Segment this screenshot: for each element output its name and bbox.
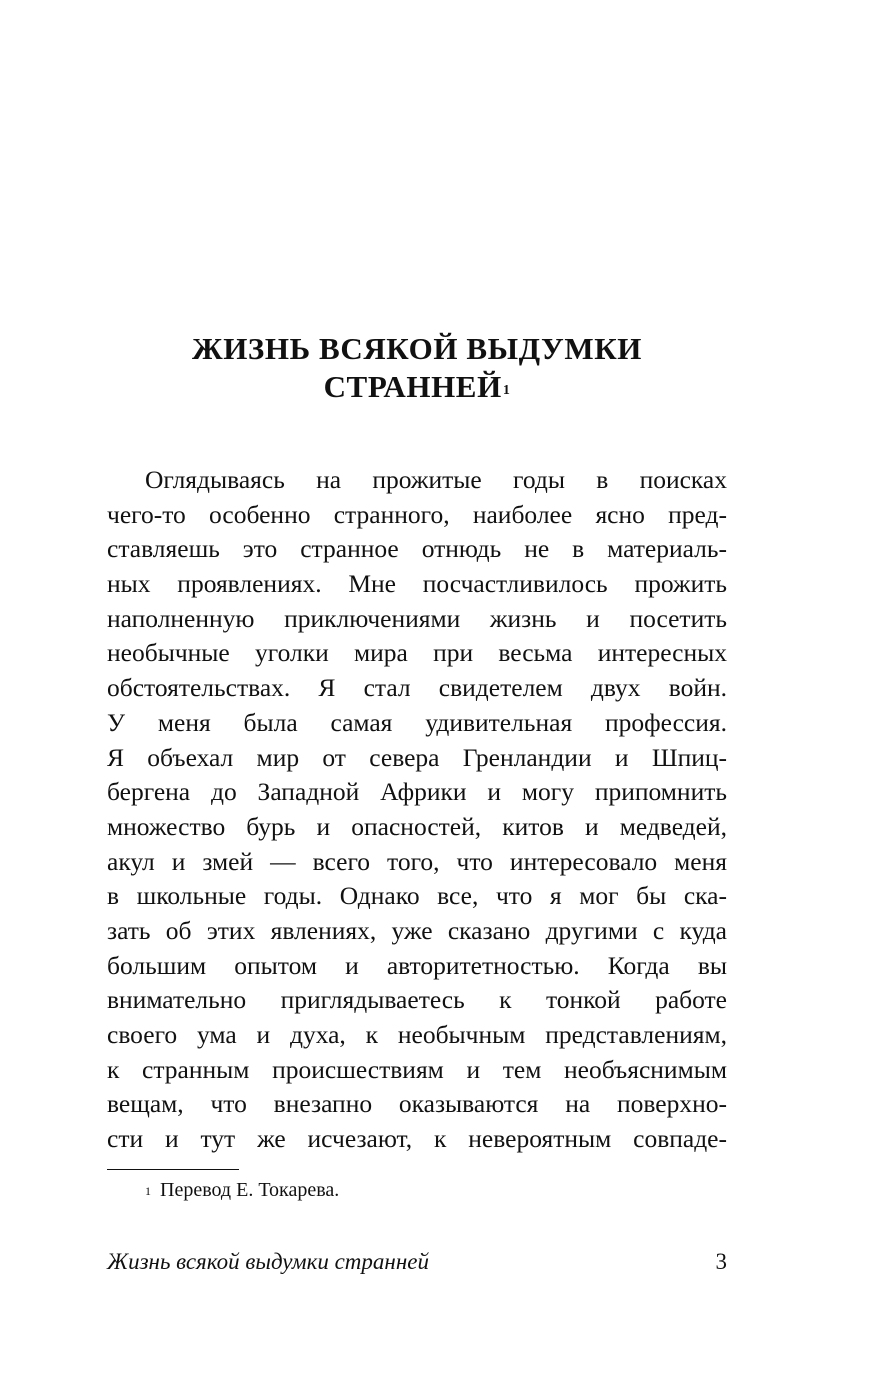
body-line: наполненную приключениями жизнь и посетить (107, 603, 727, 633)
body-line: обстоятельствах. Я стал свидетелем двух войн. (107, 673, 727, 703)
body-line: необычные уголки мира при весьма интересных (107, 638, 727, 668)
body-line: зать об этих явлениях, уже сказано другими с куда (107, 915, 727, 945)
body-line: ставляешь это странное отнюдь не в материаль- (107, 534, 727, 564)
body-line: Я объехал мир от севера Гренландии и Шпиц- (107, 742, 727, 772)
body-paragraph (107, 463, 727, 1157)
footnote-reference: 1 (502, 383, 511, 398)
body-line: Оглядываясь на прожитые годы в поисках (145, 465, 727, 494)
chapter-title (107, 330, 727, 406)
body-line: вещам, что внезапно оказываются на поверхно- (107, 1089, 727, 1119)
footnote-marker: 1 (145, 1184, 151, 1198)
body-line: У меня была самая удивительная профессия. (107, 707, 727, 737)
body-line: большим опытом и авторитетностью. Когда вы (107, 950, 727, 980)
chapter-title-line-2-text: СТРАННЕЙ (323, 369, 502, 404)
body-line: в школьные годы. Однако все, что я мог бы ска- (107, 881, 727, 911)
body-line: к странным происшествиям и тем необъяснимым (107, 1054, 727, 1084)
footnote-divider (107, 1169, 239, 1170)
chapter-title-line-2 (107, 368, 727, 406)
body-line: бергена до Западной Африки и могу припомнить (107, 777, 727, 807)
page-number: 3 (715, 1249, 727, 1274)
body-line: сти и тут же исчезают, к невероятным совпаде- (107, 1124, 727, 1154)
body-line: ных проявлениях. Мне посчастливилось прожить (107, 569, 727, 599)
footnote (145, 1177, 339, 1203)
body-line: внимательно приглядываетесь к тонкой работе (107, 985, 727, 1015)
body-line: акул и змей — всего того, что интересовало меня (107, 846, 727, 876)
body-line: чего-то особенно странного, наиболее ясно пред- (107, 499, 727, 529)
body-line: своего ума и духа, к необычным представлениям, (107, 1020, 727, 1049)
chapter-title-line-1: ЖИЗНЬ ВСЯКОЙ ВЫДУМКИ (191, 331, 643, 366)
body-line: множество бурь и опасностей, китов и медведей, (107, 811, 727, 841)
running-title: Жизнь всякой выдумки странней (107, 1249, 429, 1274)
footnote-text: Перевод Е. Токарева. (160, 1179, 340, 1201)
